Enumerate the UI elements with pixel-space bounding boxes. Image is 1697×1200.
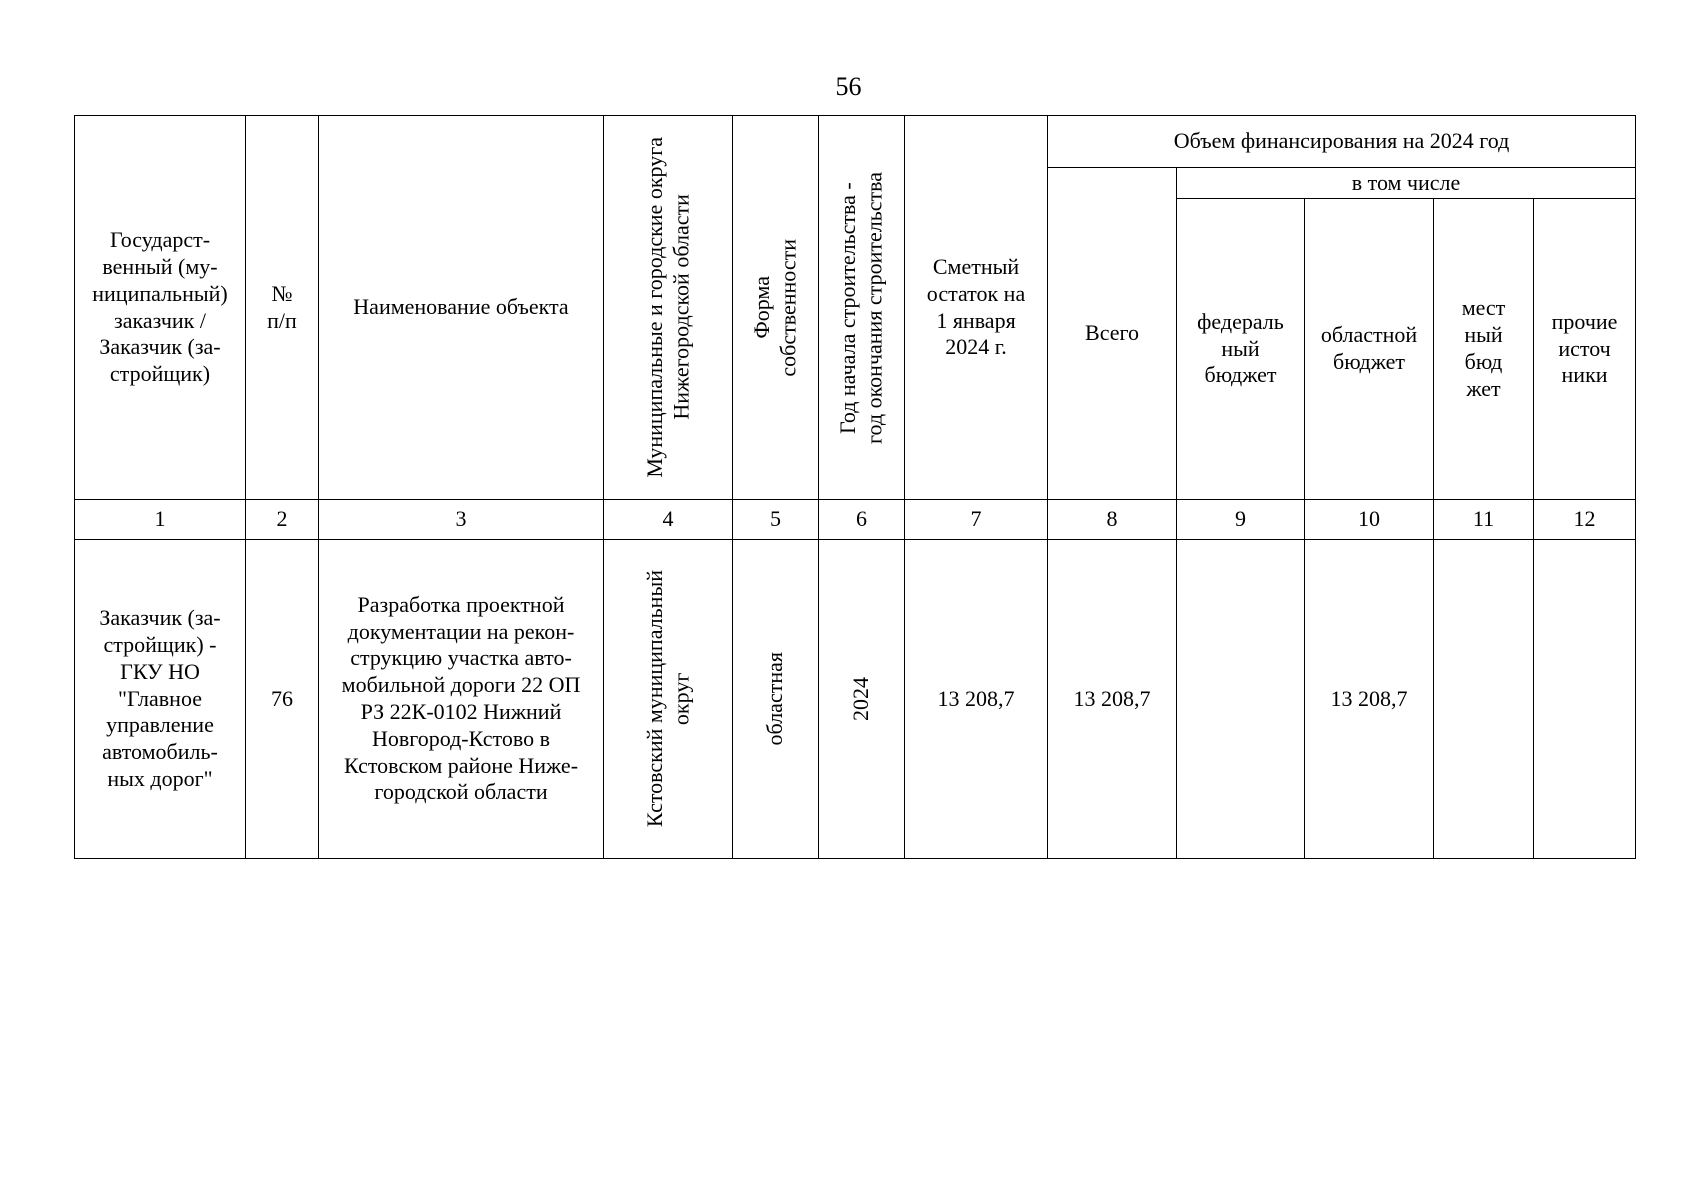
header-years-text: Год начала строительства - год окончания строительства	[835, 171, 887, 444]
header-regional: областной бюджет	[1305, 199, 1434, 500]
header-number: № п/п	[246, 116, 319, 500]
cell-estimate-balance: 13 208,7	[905, 540, 1048, 859]
cell-years-text: 2024	[848, 677, 874, 721]
header-years	[819, 116, 905, 500]
cell-local	[1434, 540, 1534, 859]
column-number: 7	[905, 500, 1048, 540]
cell-number: 76	[246, 540, 319, 859]
cell-municipality	[604, 540, 733, 859]
cell-municipality-text: Кстовский муниципальный округ	[641, 570, 693, 828]
cell-customer: Заказчик (за- стройщик) - ГКУ НО "Главное управление автомобиль- ных дорог"	[75, 540, 246, 859]
table-row	[75, 540, 1636, 859]
column-number: 12	[1534, 500, 1636, 540]
header-other: прочие источ ники	[1534, 199, 1636, 500]
header-local: мест ный бюд жет	[1434, 199, 1534, 500]
header-row	[75, 116, 1636, 168]
column-number: 5	[733, 500, 819, 540]
header-funding-title: Объем финансирования на 2024 год	[1048, 116, 1636, 168]
column-number: 4	[604, 500, 733, 540]
cell-federal	[1177, 540, 1305, 859]
column-number: 2	[246, 500, 319, 540]
cell-other	[1534, 540, 1636, 859]
header-object-name: Наименование объекта	[319, 116, 604, 500]
header-ownership-text: Форма собственности	[749, 238, 801, 377]
column-numbers-row	[75, 500, 1636, 540]
column-number: 11	[1434, 500, 1534, 540]
header-customer: Государст- венный (му- ниципальный) заказчик / Заказчик (за- стройщик)	[75, 116, 246, 500]
header-federal: федераль ный бюджет	[1177, 199, 1305, 500]
cell-object-name: Разработка проектной документации на рекон- струкцию участка авто- мобильной дороги 22 ОП РЗ 22К-0102 Нижний Новгород-Кстово в Кстовском районе Ниже- городской области	[319, 540, 604, 859]
cell-years	[819, 540, 905, 859]
header-municipality	[604, 116, 733, 500]
financing-table	[74, 115, 1636, 859]
header-municipality-text: Муниципальные и городские округа Нижегородской области	[641, 137, 693, 478]
cell-total: 13 208,7	[1048, 540, 1177, 859]
column-number: 10	[1305, 500, 1434, 540]
column-number: 9	[1177, 500, 1305, 540]
column-number: 3	[319, 500, 604, 540]
page-number: 56	[835, 72, 862, 101]
header-including: в том числе	[1177, 168, 1636, 199]
column-number: 8	[1048, 500, 1177, 540]
cell-ownership	[733, 540, 819, 859]
header-estimate-balance: Сметный остаток на 1 января 2024 г.	[905, 116, 1048, 500]
header-ownership	[733, 116, 819, 500]
header-total: Всего	[1048, 168, 1177, 500]
cell-ownership-text: областная	[762, 652, 788, 746]
column-number: 1	[75, 500, 246, 540]
cell-regional: 13 208,7	[1305, 540, 1434, 859]
column-number: 6	[819, 500, 905, 540]
